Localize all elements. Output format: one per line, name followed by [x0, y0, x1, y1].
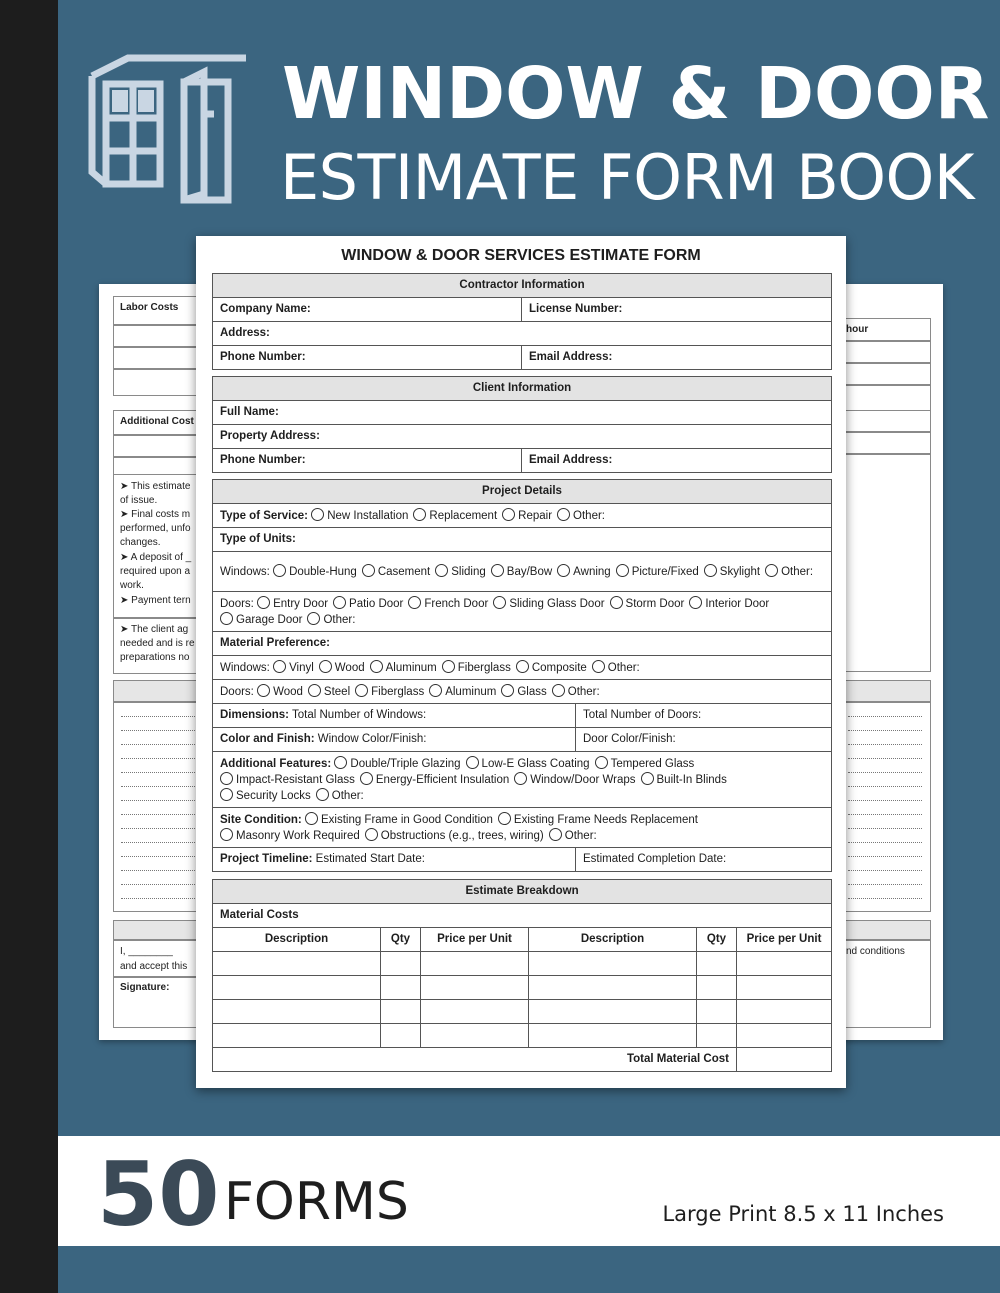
window-material-radio[interactable]: Vinyl [273, 662, 314, 674]
window-material-radio[interactable]: Other: [592, 662, 640, 674]
dotted-line [848, 842, 922, 843]
dotted-line [848, 814, 922, 815]
dotted-line [121, 730, 201, 731]
section-header-bar [842, 680, 931, 702]
dotted-line [848, 870, 922, 871]
table-cell[interactable] [529, 952, 697, 976]
feature-radio[interactable]: Double/Triple Glazing [334, 758, 460, 770]
total-windows-label: Total Number of Windows: [292, 709, 427, 721]
project-table [212, 479, 832, 872]
material-windows-row [213, 656, 832, 680]
total-material-cost-field[interactable] [737, 1048, 832, 1072]
note-line: changes. [120, 537, 161, 548]
door-material-radio[interactable]: Other: [552, 686, 600, 698]
accept-line: I, ________ [120, 946, 173, 957]
dotted-line [848, 856, 922, 857]
license-number-field[interactable]: License Number: [522, 298, 832, 322]
divider [113, 324, 201, 326]
address-field[interactable]: Address: [213, 322, 832, 346]
note-line: work. [120, 580, 144, 591]
divider [842, 340, 931, 342]
table-cell[interactable] [381, 1000, 421, 1024]
note-line: ➤ Final costs m [120, 509, 191, 520]
dotted-line [848, 786, 922, 787]
total-material-cost-label: Total Material Cost [213, 1048, 737, 1072]
notes-box [842, 454, 931, 672]
door-color-field[interactable]: Door Color/Finish: [576, 728, 832, 752]
col-price: Price per Unit [421, 928, 529, 952]
notes-lines-box [842, 702, 931, 912]
total-windows-field[interactable] [213, 704, 576, 728]
table-cell[interactable] [737, 952, 832, 976]
door-type-radio[interactable]: Garage Door [220, 614, 302, 626]
additional-cost-label: Additional Cost [120, 416, 194, 427]
dotted-line [121, 800, 201, 801]
table-cell[interactable] [737, 1024, 832, 1048]
door-type-radio[interactable]: Storm Door [610, 598, 685, 610]
col-qty: Qty [381, 928, 421, 952]
door-type-radio[interactable]: Entry Door [257, 598, 328, 610]
divider [113, 368, 201, 370]
dotted-line [121, 814, 201, 815]
window-material-radio[interactable]: Composite [516, 662, 587, 674]
dotted-line [848, 772, 922, 773]
client-header: Client Information [213, 377, 832, 401]
feature-radio[interactable]: Impact-Resistant Glass [220, 774, 355, 786]
window-material-radio[interactable]: Fiberglass [442, 662, 511, 674]
feature-radio[interactable]: Tempered Glass [595, 758, 695, 770]
table-cell[interactable] [697, 1000, 737, 1024]
divider [842, 362, 931, 364]
table-cell[interactable] [213, 1000, 381, 1024]
window-type-radio[interactable]: Sliding [435, 566, 486, 578]
service-option-radio[interactable]: Replacement [413, 510, 497, 522]
note-line: ➤ A deposit of _ [120, 552, 192, 563]
window-material-radio[interactable]: Aluminum [370, 662, 437, 674]
contractor-header: Contractor Information [213, 274, 832, 298]
window-type-radio[interactable]: Other: [765, 566, 813, 578]
hour-label: hour [846, 324, 869, 335]
col-description: Description [529, 928, 697, 952]
note-line: ➤ Payment tern [120, 595, 191, 606]
divider [113, 456, 201, 458]
terms-text: nd conditions [846, 946, 905, 957]
start-date-label: Estimated Start Date: [315, 853, 425, 865]
site-condition-radio[interactable]: Masonry Work Required [220, 830, 360, 842]
divider [113, 346, 201, 348]
table-cell[interactable] [213, 1024, 381, 1048]
dotted-line [848, 744, 922, 745]
table-cell[interactable] [697, 976, 737, 1000]
note-line: needed and is re [120, 638, 195, 649]
site-condition-radio[interactable]: Existing Frame Needs Replacement [498, 814, 698, 826]
windows-label: Windows: [220, 565, 270, 578]
doors-units-row [213, 592, 832, 632]
table-cell[interactable] [381, 976, 421, 1000]
note-line: ➤ This estimate [120, 481, 191, 492]
door-type-radio[interactable]: Other: [307, 614, 355, 626]
cover-title-line1: WINDOW & DOOR [282, 52, 990, 135]
contractor-email-field[interactable]: Email Address: [522, 346, 832, 370]
accept-line: and accept this [120, 961, 188, 972]
door-material-radio[interactable]: Fiberglass [355, 686, 424, 698]
table-cell[interactable] [381, 1024, 421, 1048]
door-type-radio[interactable]: Patio Door [333, 598, 403, 610]
window-type-radio[interactable]: Casement [362, 566, 430, 578]
dotted-line [848, 758, 922, 759]
dotted-line [121, 842, 201, 843]
total-doors-field[interactable]: Total Number of Doors: [576, 704, 832, 728]
table-row [213, 1024, 832, 1048]
table-cell[interactable] [421, 1024, 529, 1048]
table-cell[interactable] [529, 976, 697, 1000]
service-type-row [213, 504, 832, 528]
dotted-line [121, 870, 201, 871]
door-type-radio[interactable]: French Door [408, 598, 488, 610]
door-material-radio[interactable]: Wood [257, 686, 303, 698]
feature-radio[interactable]: Other: [316, 790, 364, 802]
feature-radio[interactable]: Window/Door Wraps [514, 774, 635, 786]
divider [113, 976, 201, 978]
dotted-line [848, 716, 922, 717]
note-line: required upon a [120, 566, 191, 577]
dotted-line [848, 898, 922, 899]
table-row [213, 976, 832, 1000]
divider [842, 384, 931, 386]
table-cell[interactable] [421, 952, 529, 976]
table-cell[interactable] [381, 952, 421, 976]
door-material-radio[interactable]: Glass [501, 686, 546, 698]
site-condition-radio[interactable]: Obstructions (e.g., trees, wiring) [365, 830, 544, 842]
project-header: Project Details [213, 480, 832, 504]
material-preference-label: Material Preference: [213, 632, 832, 656]
door-type-radio[interactable]: Sliding Glass Door [493, 598, 604, 610]
site-condition-radio[interactable]: Other: [549, 830, 597, 842]
table-cell[interactable] [421, 1000, 529, 1024]
company-name-field[interactable]: Company Name: [213, 298, 522, 322]
table-cell[interactable] [213, 952, 381, 976]
client-table [212, 376, 832, 473]
client-phone-field[interactable]: Phone Number: [213, 449, 522, 473]
timeline-label: Project Timeline: [220, 853, 313, 865]
background-page-right [842, 284, 943, 1040]
size-note: Large Print 8.5 x 11 Inches [662, 1202, 944, 1226]
dimensions-label: Dimensions: [220, 709, 290, 721]
feature-radio[interactable]: Energy-Efficient Insulation [360, 774, 509, 786]
units-type-label: Type of Units: [213, 528, 832, 552]
section-header-bar [842, 920, 931, 940]
table-cell[interactable] [213, 976, 381, 1000]
window-type-radio[interactable]: Double-Hung [273, 566, 357, 578]
table-cell[interactable] [737, 976, 832, 1000]
service-option-radio[interactable]: Other: [557, 510, 605, 522]
dotted-line [121, 856, 201, 857]
client-email-field[interactable]: Email Address: [522, 449, 832, 473]
material-costs-label: Material Costs [213, 904, 832, 928]
contractor-phone-field[interactable]: Phone Number: [213, 346, 522, 370]
divider [113, 434, 201, 436]
table-cell[interactable] [421, 976, 529, 1000]
forms-label: FORMS [224, 1172, 409, 1232]
note-line: ➤ The client ag [120, 624, 189, 635]
window-type-radio[interactable]: Picture/Fixed [616, 566, 699, 578]
notes-lines-box [113, 702, 201, 912]
window-type-radio[interactable]: Bay/Bow [491, 566, 552, 578]
completion-date-field[interactable]: Estimated Completion Date: [576, 848, 832, 872]
dotted-line [848, 884, 922, 885]
table-cell[interactable] [529, 1024, 697, 1048]
dotted-line [848, 730, 922, 731]
section-header-bar [113, 680, 201, 702]
start-date-field[interactable] [213, 848, 576, 872]
table-cell[interactable] [697, 952, 737, 976]
labor-costs-label: Labor Costs [120, 302, 179, 313]
form-count: 50 [97, 1143, 220, 1246]
table-row [213, 1000, 832, 1024]
window-type-radio[interactable]: Awning [557, 566, 611, 578]
material-doors-label: Doors: [220, 685, 254, 698]
feature-radio[interactable]: Low-E Glass Coating [466, 758, 590, 770]
door-material-radio[interactable]: Steel [308, 686, 350, 698]
window-color-field[interactable] [213, 728, 576, 752]
col-qty: Qty [697, 928, 737, 952]
estimate-header: Estimate Breakdown [213, 880, 832, 904]
note-line: performed, unfo [120, 523, 191, 534]
window-material-radio[interactable]: Wood [319, 662, 365, 674]
dotted-line [121, 828, 201, 829]
material-windows-label: Windows: [220, 661, 270, 674]
service-option-radio[interactable]: New Installation [311, 510, 408, 522]
row-box [842, 432, 931, 454]
property-address-field[interactable]: Property Address: [213, 425, 832, 449]
additional-features-row [213, 752, 832, 808]
form-title: WINDOW & DOOR SERVICES ESTIMATE FORM [341, 247, 701, 264]
table-cell[interactable] [529, 1000, 697, 1024]
divider [113, 617, 201, 619]
section-header-bar [113, 920, 201, 940]
dotted-line [121, 758, 201, 759]
row-box [842, 410, 931, 432]
dotted-line [121, 898, 201, 899]
door-type-radio[interactable]: Interior Door [689, 598, 769, 610]
feature-radio[interactable]: Security Locks [220, 790, 311, 802]
note-line: preparations no [120, 652, 190, 663]
table-cell[interactable] [697, 1024, 737, 1048]
full-name-field[interactable]: Full Name: [213, 401, 832, 425]
material-doors-row [213, 680, 832, 704]
window-color-label: Window Color/Finish: [317, 733, 427, 745]
dotted-line [121, 716, 201, 717]
cover-title-line2: ESTIMATE FORM BOOK [280, 141, 974, 214]
site-condition-radio[interactable]: Existing Frame in Good Condition [305, 814, 493, 826]
background-page-left [99, 284, 201, 1040]
book-spine [0, 0, 58, 1293]
dotted-line [848, 800, 922, 801]
window-door-logo-icon [88, 54, 250, 204]
site-condition-label: Site Condition: [220, 813, 302, 826]
service-option-radio[interactable]: Repair [502, 510, 552, 522]
signature-label: Signature: [120, 982, 170, 993]
dotted-line [121, 884, 201, 885]
windows-units-row [213, 552, 832, 592]
contractor-table [212, 273, 832, 370]
dotted-line [121, 772, 201, 773]
col-description: Description [213, 928, 381, 952]
table-row [213, 952, 832, 976]
color-finish-label: Color and Finish: [220, 733, 315, 745]
site-condition-row [213, 808, 832, 848]
estimate-form-page [196, 236, 846, 1088]
table-cell[interactable] [737, 1000, 832, 1024]
estimate-table [212, 879, 832, 1072]
dotted-line [848, 828, 922, 829]
note-line: of issue. [120, 495, 158, 506]
feature-radio[interactable]: Built-In Blinds [641, 774, 727, 786]
door-material-radio[interactable]: Aluminum [429, 686, 496, 698]
features-label: Additional Features: [220, 757, 332, 770]
service-type-label: Type of Service: [220, 509, 308, 522]
col-price: Price per Unit [737, 928, 832, 952]
window-type-radio[interactable]: Skylight [704, 566, 760, 578]
doors-label: Doors: [220, 597, 254, 610]
dotted-line [121, 786, 201, 787]
dotted-line [121, 744, 201, 745]
